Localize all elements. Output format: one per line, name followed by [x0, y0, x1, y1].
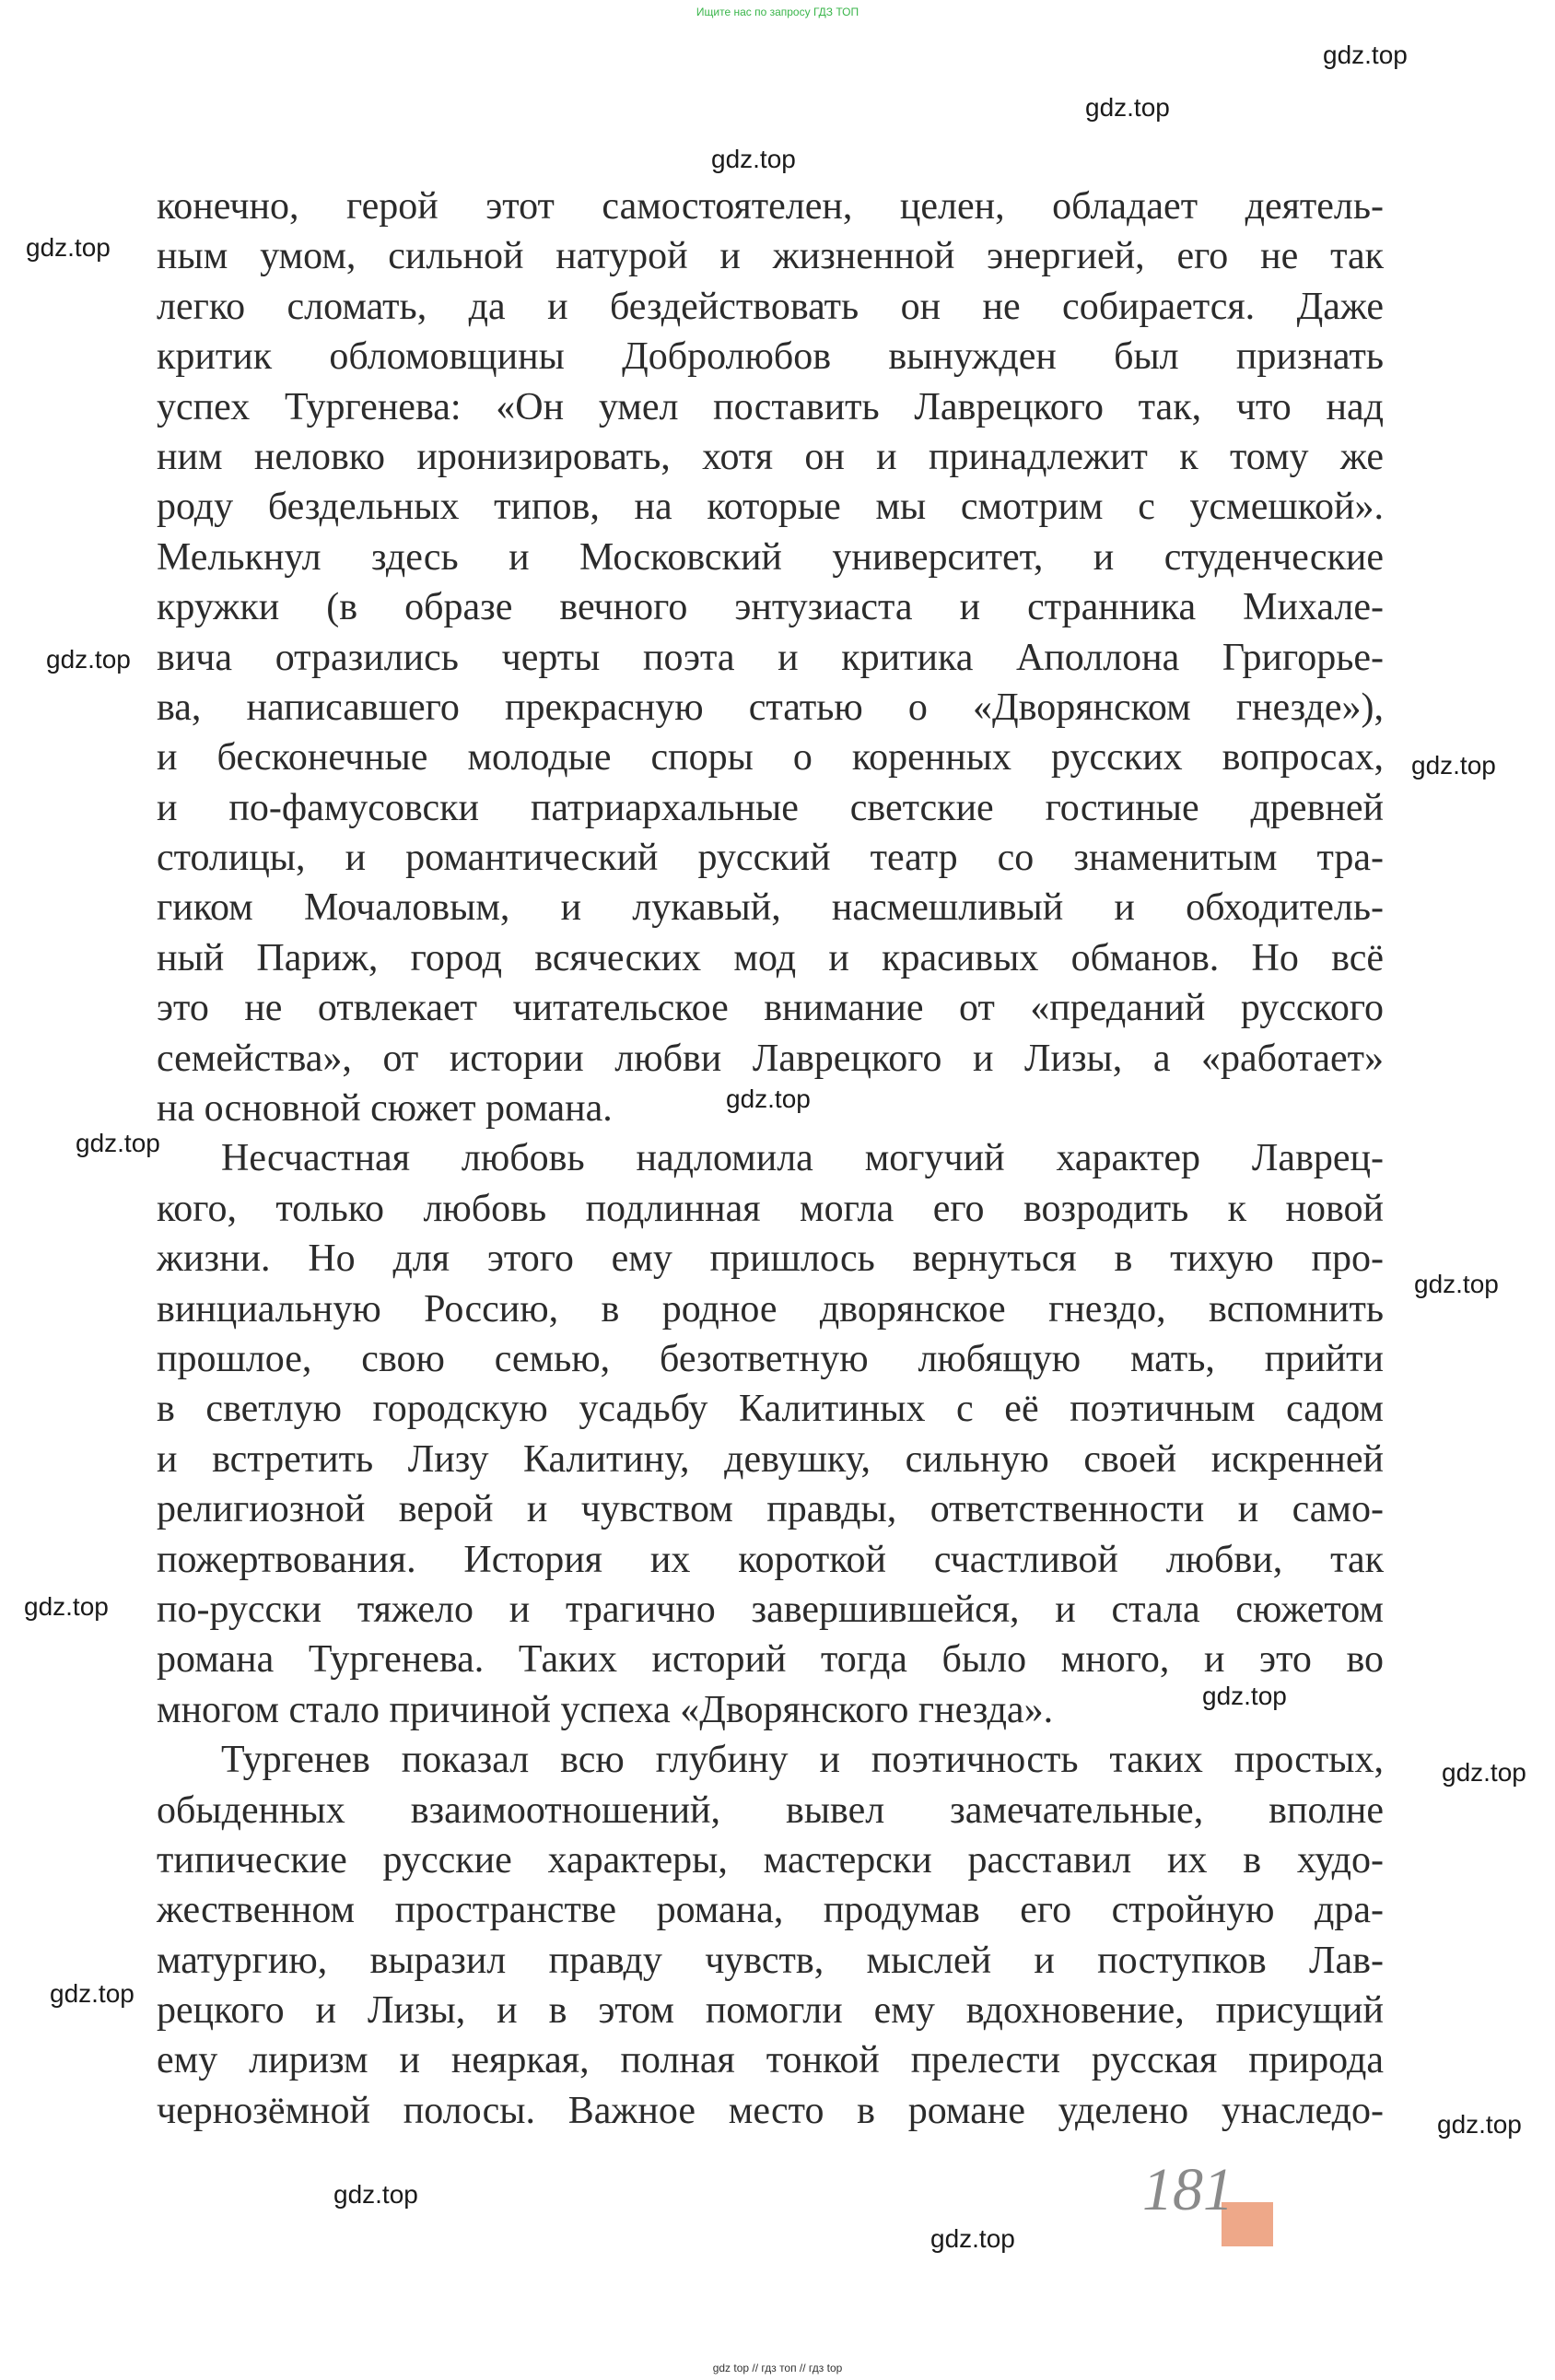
text-line: кого, только любовь подлинная могла его возродить к новой: [157, 1187, 1384, 1230]
text-line: ним неловко иронизировать, хотя он и принадлежит к тому же: [157, 435, 1384, 478]
text-line: обыденных взаимоотношений, вывел замечательные, вполне: [157, 1788, 1384, 1832]
text-line: ему лиризм и неяркая, полная тонкой прелести русская природа: [157, 2039, 1384, 2082]
text-line: ный Париж, город всяческих мод и красивых обманов. Но всё: [157, 936, 1384, 979]
text-line: типические русские характеры, мастерски расставил их в худо-: [157, 1838, 1384, 1882]
text-line: матургию, выразил правду чувств, мыслей и поступков Лав-: [157, 1939, 1384, 1982]
watermark: gdz.top: [726, 1084, 811, 1113]
text-line: и по-фамусовски патриархальные светские гостиные древней: [157, 786, 1384, 829]
text-line: конечно, герой этот самостоятелен, целен, обладает деятель-: [157, 185, 1384, 228]
text-line: ным умом, сильной натурой и жизненной энергией, его не так: [157, 235, 1384, 278]
text-line: жественном пространстве романа, продумав его стройную дра-: [157, 1889, 1384, 1932]
text-line: успех Тургенева: «Он умел поставить Лаврецкого так, что над: [157, 385, 1384, 428]
text-line: винциальную Россию, в родное дворянское гнездо, вспомнить: [157, 1287, 1384, 1331]
watermark: gdz.top: [1414, 1270, 1499, 1298]
text-line: прошлое, свою семью, безответную любящую мать, прийти: [157, 1337, 1384, 1380]
text-line: жизни. Но для этого ему пришлось вернуться в тихую про-: [157, 1237, 1384, 1281]
watermark: gdz.top: [24, 1592, 109, 1621]
page-number: 181: [1142, 2156, 1233, 2223]
text-line: Тургенев показал всю глубину и поэтичность таких простых,: [221, 1739, 1384, 1782]
text-line: столицы, и романтический русский театр со знаменитым тра-: [157, 837, 1384, 880]
watermark: gdz.top: [1202, 1682, 1287, 1710]
watermark: gdz.top: [930, 2224, 1015, 2253]
search-hint-banner[interactable]: Ищите нас по запросу ГДЗ ТОП: [696, 6, 859, 18]
text-line: гиком Мочаловым, и лукавый, насмешливый и обходитель-: [157, 886, 1384, 930]
text-line: роду бездельных типов, на которые мы смотрим с усмешкой».: [157, 486, 1384, 529]
text-line: чернозёмной полосы. Важное место в романе уделено унаследо-: [157, 2089, 1384, 2132]
watermark: gdz.top: [1323, 41, 1408, 69]
watermark: gdz.top: [1085, 93, 1170, 122]
text-line: Несчастная любовь надломила могучий характер Лаврец-: [221, 1137, 1384, 1180]
watermark: gdz.top: [1442, 1758, 1526, 1787]
watermark: gdz.top: [76, 1129, 160, 1157]
text-line: кружки (в образе вечного энтузиаста и странника Михале-: [157, 586, 1384, 629]
text-line: рецкого и Лизы, и в этом помогли ему вдохновение, присущий: [157, 1989, 1384, 2033]
text-line: религиозной верой и чувством правды, ответственности и само-: [157, 1488, 1384, 1531]
body-text: [157, 182, 1384, 2136]
footer-links[interactable]: gdz top // гдз топ // гдз top: [712, 2362, 843, 2374]
watermark: gdz.top: [26, 233, 111, 262]
text-line: и бесконечные молодые споры о коренных русских вопросах,: [157, 736, 1384, 780]
text-line: в светлую городскую усадьбу Калитиных с её поэтичным садом: [157, 1388, 1384, 1431]
watermark: gdz.top: [711, 145, 796, 173]
watermark: gdz.top: [1411, 751, 1496, 780]
text-line: многом стало причиной успеха «Дворянского гнезда».: [157, 1688, 1054, 1731]
text-line: на основной сюжет романа.: [157, 1087, 613, 1131]
text-line: по-русски тяжело и трагично завершившейся, и стала сюжетом: [157, 1588, 1384, 1631]
watermark: gdz.top: [50, 1979, 134, 2008]
text-line: пожертвования. История их короткой счастливой любви, так: [157, 1538, 1384, 1581]
watermark: gdz.top: [1437, 2110, 1522, 2139]
text-line: ва, написавшего прекрасную статью о «Дворянском гнезде»),: [157, 686, 1384, 729]
text-line: вича отразились черты поэта и критика Аполлона Григорье-: [157, 636, 1384, 679]
text-line: семейства», от истории любви Лаврецкого и Лизы, а «работает»: [157, 1037, 1384, 1080]
watermark: gdz.top: [333, 2180, 418, 2209]
text-line: критик обломовщины Добролюбов вынужден был признать: [157, 335, 1384, 379]
text-line: легко сломать, да и бездействовать он не собирается. Даже: [157, 285, 1384, 328]
watermark: gdz.top: [46, 645, 131, 674]
text-line: романа Тургенева. Таких историй тогда было много, и это во: [157, 1638, 1384, 1682]
text-line: Мелькнул здесь и Московский университет, и студенческие: [157, 535, 1384, 579]
text-line: и встретить Лизу Калитину, девушку, сильную своей искренней: [157, 1437, 1384, 1481]
text-line: это не отвлекает читательское внимание от «преданий русского: [157, 987, 1384, 1030]
